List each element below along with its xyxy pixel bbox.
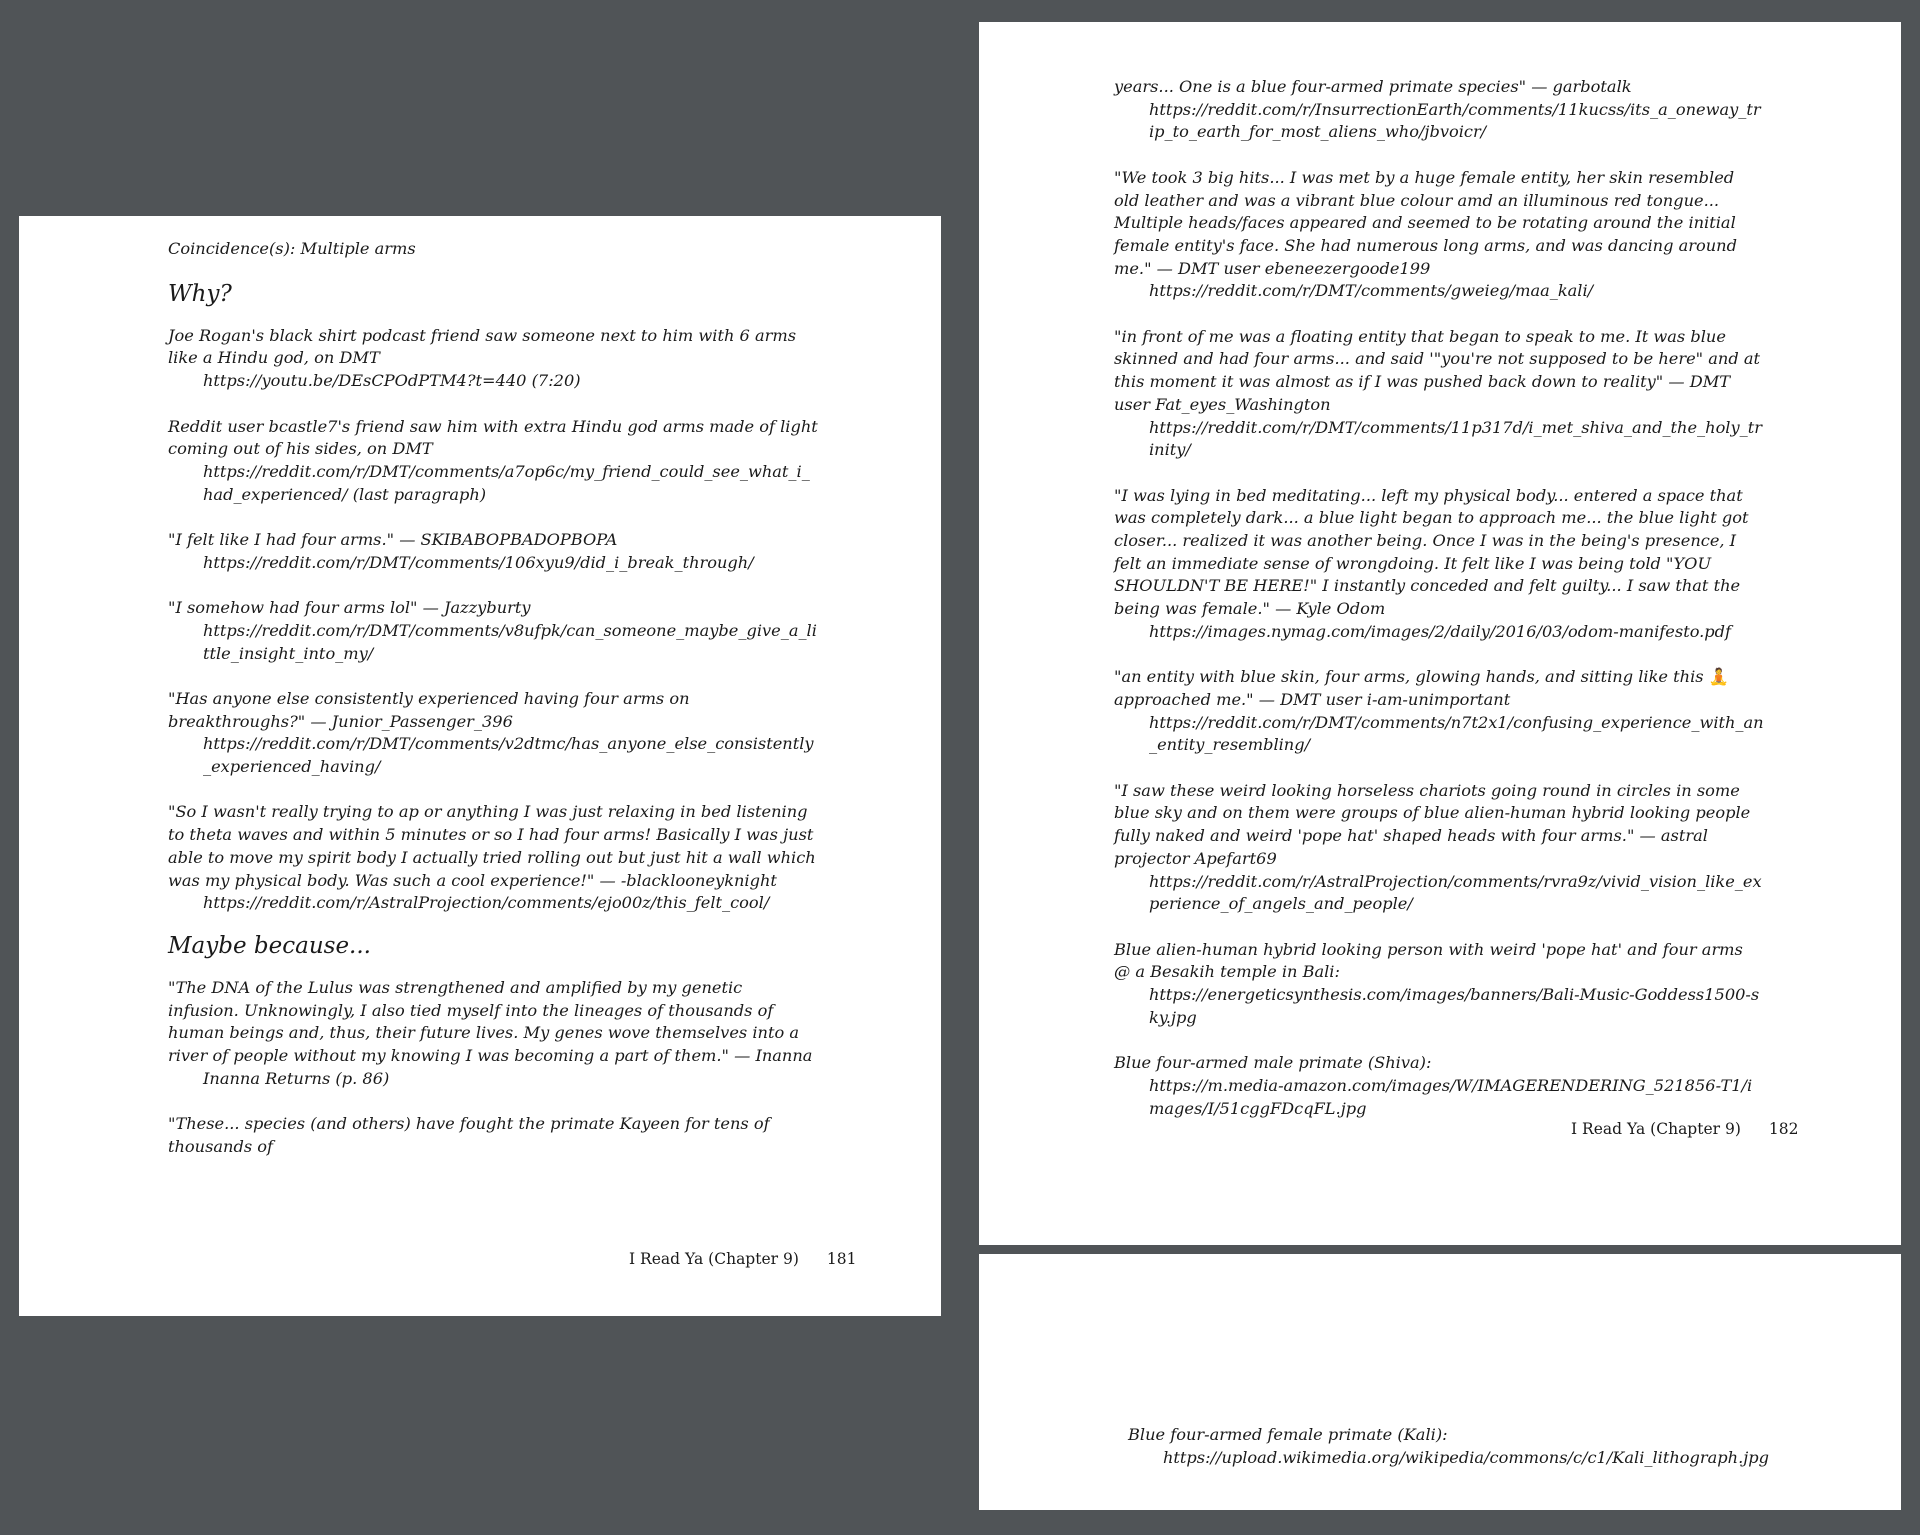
quote-text: "I somehow had four arms lol" — Jazzyburty: [168, 598, 531, 618]
quote-text-part: approached me." — DMT user i-am-unimportant: [1114, 689, 1511, 709]
meditating-person-icon: 🧘: [1708, 667, 1729, 687]
footer-page-number: 182: [1768, 1120, 1799, 1138]
quote-text: "The DNA of the Lulus was strengthened and amplified by my genetic infusion. Unknowingly, I also tied myself into the lineages of thousands of human beings and, thus, their future lives. My genes wove themselves into a river of people without my knowing I was becoming a part of them." — Inanna: [168, 977, 813, 1066]
quote-text: Blue alien-human hybrid looking person with weird 'pope hat' and four arms @ a Besakih temple in Bali:: [1114, 939, 1743, 982]
document-page-183: [979, 1254, 1901, 1510]
reference-link[interactable]: https://reddit.com/r/DMT/comments/a7op6c/my_friend_could_see_what_i_had_experienced/ (last paragraph): [203, 461, 810, 504]
reference-link[interactable]: https://upload.wikimedia.org/wikipedia/commons/c/c1/Kali_lithograph.jpg: [1163, 1447, 1769, 1467]
quote-entry: [1114, 167, 1764, 303]
footer-page-number: 181: [826, 1250, 857, 1268]
continued-quote-text: "These... species (and others) have fought the primate Kayeen for tens of thousands of: [168, 1114, 770, 1156]
quote-text: [1114, 666, 1764, 711]
quote-text: Reddit user bcastle7's friend saw him with extra Hindu god arms made of light coming out of his sides, on DMT: [168, 416, 818, 459]
reference-link[interactable]: https://reddit.com/r/DMT/comments/106xyu9/did_i_break_through/: [203, 552, 754, 572]
section-heading-maybe: Maybe because...: [168, 932, 371, 959]
quote-entry: [1114, 76, 1764, 144]
reference-link[interactable]: https://reddit.com/r/DMT/comments/v2dtmc/has_anyone_else_consistently_experienced_having/: [203, 734, 814, 776]
quote-text: years... One is a blue four-armed primate species" — garbotalk: [1114, 77, 1632, 96]
reference-link[interactable]: https://youtu.be/DEsCPOdPTM4?t=440 (7:20): [203, 371, 581, 391]
quote-entry: [1114, 939, 1764, 1030]
quote-entry: [1114, 1052, 1764, 1120]
section-heading-why: Why?: [168, 280, 232, 307]
coincidence-label: Coincidence(s): Multiple arms: [168, 239, 416, 258]
reference-link[interactable]: https://images.nymag.com/images/2/daily/2016/03/odom-manifesto.pdf: [1149, 621, 1732, 641]
quote-entry: [168, 977, 818, 1091]
footer-chapter-title: I Read Ya (Chapter 9): [629, 1250, 799, 1268]
footer-chapter-title: I Read Ya (Chapter 9): [1571, 1120, 1741, 1138]
page-content: [168, 238, 818, 1159]
quote-entry: [1128, 1424, 1778, 1469]
reference-link[interactable]: https://energeticsynthesis.com/images/banners/Bali-Music-Goddess1500-sky.jpg: [1149, 985, 1760, 1027]
quote-entry: [1114, 666, 1764, 757]
reference-source: Inanna Returns (p. 86): [203, 1068, 390, 1088]
quote-text: "I felt like I had four arms." — SKIBABOPBADOPBOPA: [168, 530, 618, 549]
quote-text: "I saw these weird looking horseless chariots going round in circles in some blue sky and on them were groups of blue alien-human hybrid looking people fully naked and weird 'pope hat' shaped heads with four arms." — astral projector Apefart69: [1114, 780, 1751, 868]
quote-text: Blue four-armed female primate (Kali):: [1128, 1425, 1448, 1444]
reference-link[interactable]: https://reddit.com/r/DMT/comments/n7t2x1/confusing_experience_with_an_entity_resembling/: [1149, 712, 1764, 755]
reference-link[interactable]: https://m.media-amazon.com/images/W/IMAGERENDERING_521856-T1/images/I/51cggFDcqFL.jpg: [1149, 1075, 1753, 1118]
quote-text: "in front of me was a floating entity that began to speak to me. It was blue skinned and had four arms... and said '"you're not supposed to be here" and at this moment it was almost as if I was pushed back down to reality" — DMT user Fat_eyes_Washington: [1114, 326, 1760, 414]
quote-text: "So I wasn't really trying to ap or anything I was just relaxing in bed listening to theta waves and within 5 minutes or so I had four arms! Basically I was just able to move my spirit body I actually tried rolling out but just hit a wall which was my physical body. Was such a cool experience!" — -blacklooneyknight: [168, 802, 816, 890]
quote-text: "I was lying in bed meditating... left my physical body... entered a space that was completely dark... a blue light began to approach me... the blue light got closer... realized it was another being. Once I was in the being's presence, I felt an immediate sense of wrongdoing. It felt like I was being told "YOU SHOULDN'T BE HERE!" I instantly conceded and felt guilty... I saw that the being was female." — Kyle Odom: [1114, 485, 1749, 619]
quote-entry: [168, 529, 818, 574]
quote-entry: [1114, 485, 1764, 644]
quote-text: Joe Rogan's black shirt podcast friend saw someone next to him with 6 arms like a Hindu god, on DMT: [168, 325, 797, 368]
quote-entry: [168, 688, 818, 779]
quote-entry: [1114, 780, 1764, 916]
reference-link[interactable]: https://reddit.com/r/DMT/comments/v8ufpk/can_someone_maybe_give_a_little_insight_into_my/: [203, 620, 817, 663]
quote-entry: [1114, 326, 1764, 462]
quote-entry: [168, 597, 818, 665]
reference-link[interactable]: https://reddit.com/r/InsurrectionEarth/comments/11kucss/its_a_oneway_trip_to_earth_for_most_aliens_who/jbvoicr/: [1149, 99, 1761, 142]
page-content: [1128, 1424, 1778, 1492]
reference-link[interactable]: https://reddit.com/r/AstralProjection/comments/rvra9z/vivid_vision_like_experience_of_angels_and_people/: [1149, 871, 1762, 914]
quote-entry: [168, 325, 818, 393]
reference-link[interactable]: https://reddit.com/r/AstralProjection/comments/ejo00z/this_felt_cool/: [203, 893, 770, 913]
quote-text: Blue four-armed male primate (Shiva):: [1114, 1053, 1432, 1073]
reference-link[interactable]: https://reddit.com/r/DMT/comments/gweieg/maa_kali/: [1149, 281, 1594, 301]
page-footer: [1571, 1120, 1798, 1138]
document-page-181: [19, 216, 941, 1316]
reference-link[interactable]: https://reddit.com/r/DMT/comments/11p317d/i_met_shiva_and_the_holy_trinity/: [1149, 417, 1762, 460]
quote-entry: [168, 801, 818, 915]
page-footer: [629, 1250, 856, 1268]
quote-text: "Has anyone else consistently experienced having four arms on breakthroughs?" — Junior_Passenger_396: [168, 688, 690, 731]
quote-entry: [168, 416, 818, 507]
document-page-182: [979, 22, 1901, 1245]
quote-text: "We took 3 big hits... I was met by a huge female entity, her skin resembled old leather and was a vibrant blue colour amd an illuminous red tongue... Multiple heads/faces appeared and seemed to be rotating around the initial female entity's face. She had numerous long arms, and was dancing around me." — DMT user ebeneezergoode199: [1114, 167, 1737, 278]
page-content: [1114, 76, 1764, 1143]
quote-text-part: "an entity with blue skin, four arms, glowing hands, and sitting like this: [1114, 667, 1704, 687]
